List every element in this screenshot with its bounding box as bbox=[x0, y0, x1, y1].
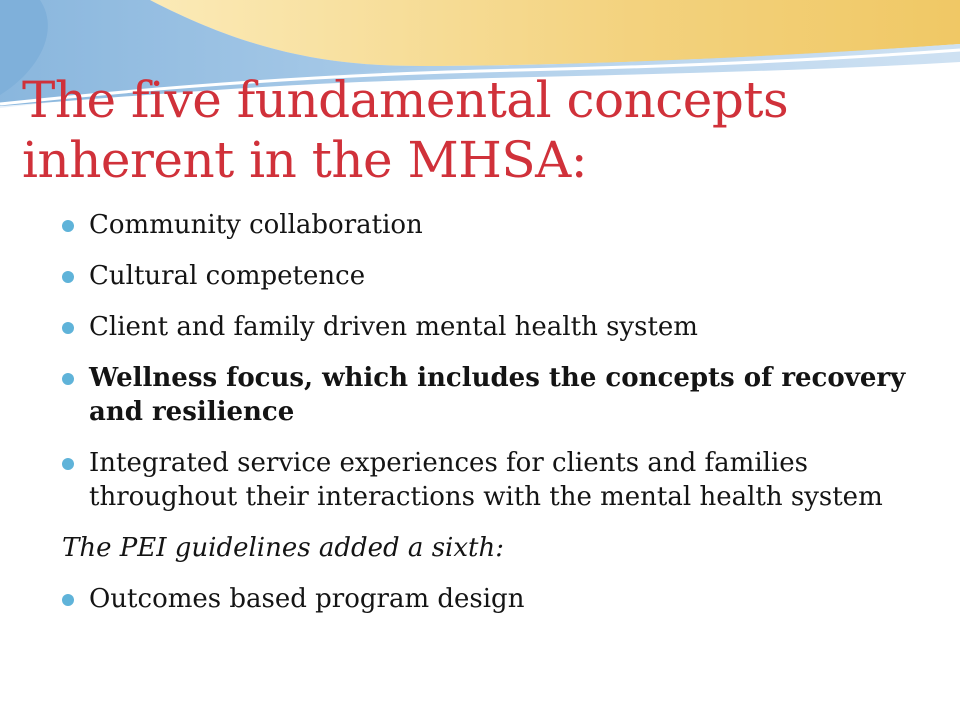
bullet-text: Integrated service experiences for clients and families throughout their interactions with the mental health system bbox=[89, 448, 883, 512]
bullet-item-client-family-driven bbox=[62, 310, 942, 344]
bullet-item-outcomes-based bbox=[62, 582, 942, 616]
bullet-text: Outcomes based program design bbox=[89, 584, 525, 614]
bullet-dot-icon bbox=[62, 271, 74, 283]
bullet-dot-icon bbox=[62, 373, 74, 385]
slide-content bbox=[62, 208, 942, 633]
bullet-dot-icon bbox=[62, 322, 74, 334]
bullet-text: Client and family driven mental health system bbox=[89, 312, 698, 342]
bullet-dot-icon bbox=[62, 220, 74, 232]
bullet-item-community-collaboration bbox=[62, 208, 942, 242]
slide-title bbox=[22, 70, 942, 190]
slide-title-line-1: The five fundamental concepts bbox=[22, 71, 789, 129]
bullet-text: Community collaboration bbox=[89, 210, 423, 240]
bullet-item-cultural-competence bbox=[62, 259, 942, 293]
slide-title-line-2: inherent in the MHSA: bbox=[22, 131, 588, 189]
bullet-item-wellness-focus bbox=[62, 361, 942, 429]
bullet-item-integrated-service bbox=[62, 446, 942, 514]
bullet-text: Wellness focus, which includes the concepts of recovery and resilience bbox=[89, 363, 906, 427]
bullet-text: Cultural competence bbox=[89, 261, 366, 291]
pei-guidelines-note: The PEI guidelines added a sixth: bbox=[62, 533, 504, 563]
bullet-dot-icon bbox=[62, 458, 74, 470]
bullet-dot-icon bbox=[62, 594, 74, 606]
